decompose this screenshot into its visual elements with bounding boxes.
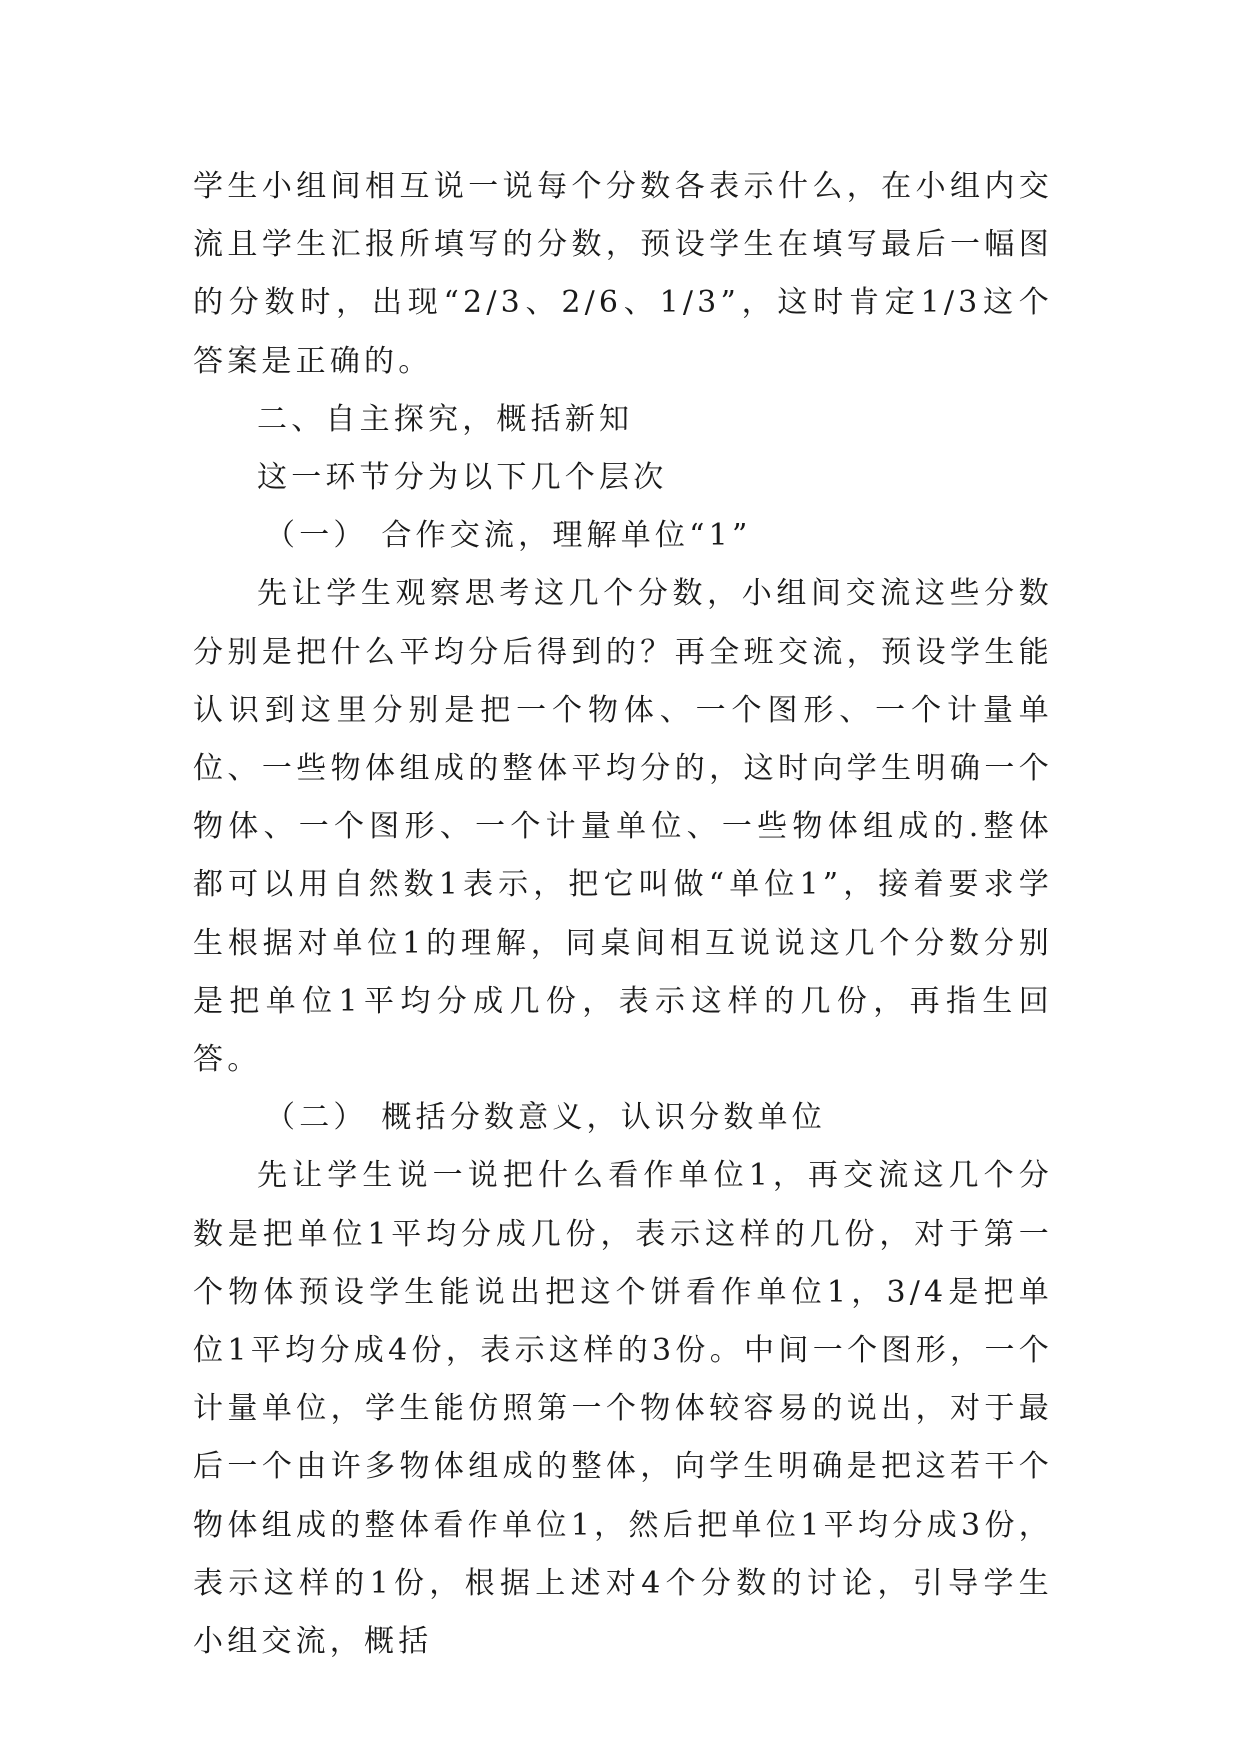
paragraph-unit-one: 先让学生观察思考这几个分数，小组间交流这些分数分别是把什么平均分后得到的？再全班交流，预设学生能认识到这里分别是把一个物体、一个图形、一个计量单位、一些物体组成的整体平均分的，这时向学生明确一个物体、一个图形、一个计量单位、一些物体组成的.整体都可以用自然数1表示，把它叫做“单位1”，接着要求学生根据对单位1的理解，同桌间相互说说这几个分数分别是把单位1平均分成几份，表示这样的几份，再指生回答。 bbox=[193, 576, 1053, 1078]
subheading-1: （一） 合作交流，理解单位“1” bbox=[265, 518, 752, 554]
paragraph-intro: 学生小组间相互说一说每个分数各表示什么，在小组内交流且学生汇报所填写的分数，预设学生在填写最后一幅图的分数时，出现“2/3、2/6、1/3”，这时肯定1/3这个答案是正确的。 bbox=[193, 169, 1053, 379]
subheading-2: （二） 概括分数意义，认识分数单位 bbox=[265, 1100, 826, 1136]
paragraph-fraction-meaning: 先让学生说一说把什么看作单位1，再交流这几个分数是把单位1平均分成几份，表示这样的几份，对于第一个物体预设学生能说出把这个饼看作单位1，3/4是把单位1平均分成4份，表示这样的3份。中间一个图形，一个计量单位，学生能仿照第一个物体较容易的说出，对于最后一个由许多物体组成的整体，向学生明确是把这若干个物体组成的整体看作单位1，然后把单位1平均分成3份，表示这样的1份，根据上述对4个分数的讨论，引导学生小组交流，概括 bbox=[193, 1158, 1053, 1660]
section-heading-2: 二、自主探究，概括新知 bbox=[257, 401, 634, 437]
document-body bbox=[193, 158, 1053, 1671]
paragraph-levels: 这一环节分为以下几个层次 bbox=[257, 460, 668, 496]
